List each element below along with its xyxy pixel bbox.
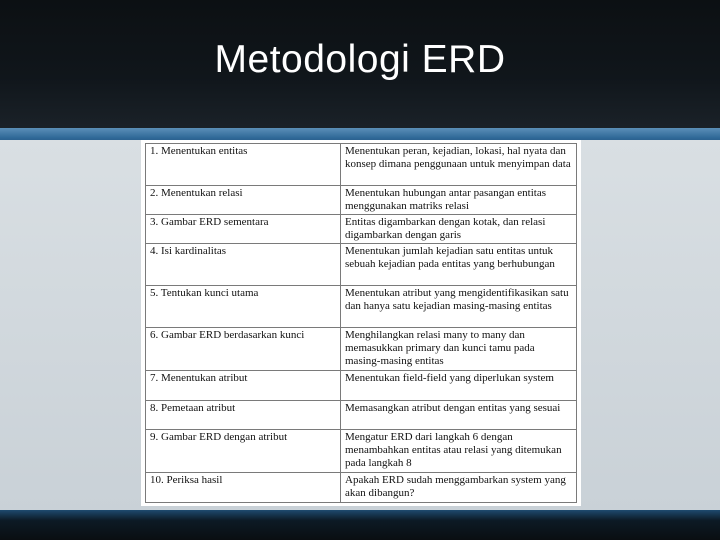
table-row <box>146 370 577 400</box>
table-row <box>146 328 577 370</box>
erd-methodology-table-image <box>141 140 581 506</box>
slide-title: Metodologi ERD <box>214 38 506 81</box>
description-cell: Mengatur ERD dari langkah 6 dengan menambahkan entitas atau relasi yang ditemukan pada langkah 8 <box>341 429 577 472</box>
table-row <box>146 244 577 286</box>
step-cell: 5. Tentukan kunci utama <box>146 286 341 328</box>
step-cell: 10. Periksa hasil <box>146 472 341 502</box>
description-cell: Menghilangkan relasi many to many dan memasukkan primary dan kunci tamu pada masing-masing entitas <box>341 328 577 370</box>
description-cell: Menentukan hubungan antar pasangan entitas menggunakan matriks relasi <box>341 186 577 215</box>
description-cell: Entitas digambarkan dengan kotak, dan relasi digambarkan dengan garis <box>341 215 577 244</box>
description-cell: Apakah ERD sudah menggambarkan system yang akan dibangun? <box>341 472 577 502</box>
description-cell: Menentukan atribut yang mengidentifikasikan satu dan hanya satu kejadian masing-masing entitas <box>341 286 577 328</box>
step-cell: 8. Pemetaan atribut <box>146 400 341 429</box>
step-cell: 2. Menentukan relasi <box>146 186 341 215</box>
table-row <box>146 286 577 328</box>
step-cell: 6. Gambar ERD berdasarkan kunci <box>146 328 341 370</box>
description-cell: Menentukan jumlah kejadian satu entitas untuk sebuah kejadian pada entitas yang berhubungan <box>341 244 577 286</box>
step-cell: 7. Menentukan atribut <box>146 370 341 400</box>
footer-band <box>0 510 720 540</box>
table-row <box>146 429 577 472</box>
erd-methodology-table <box>145 143 577 503</box>
table-row <box>146 215 577 244</box>
description-cell: Menentukan peran, kejadian, lokasi, hal nyata dan konsep dimana penggunaan untuk menyimpan data <box>341 144 577 186</box>
step-cell: 4. Isi kardinalitas <box>146 244 341 286</box>
table-row <box>146 144 577 186</box>
table-row <box>146 186 577 215</box>
description-cell: Memasangkan atribut dengan entitas yang sesuai <box>341 400 577 429</box>
table-row <box>146 472 577 502</box>
table-row <box>146 400 577 429</box>
step-cell: 1. Menentukan entitas <box>146 144 341 186</box>
step-cell: 3. Gambar ERD sementara <box>146 215 341 244</box>
description-cell: Menentukan field-field yang diperlukan system <box>341 370 577 400</box>
step-cell: 9. Gambar ERD dengan atribut <box>146 429 341 472</box>
